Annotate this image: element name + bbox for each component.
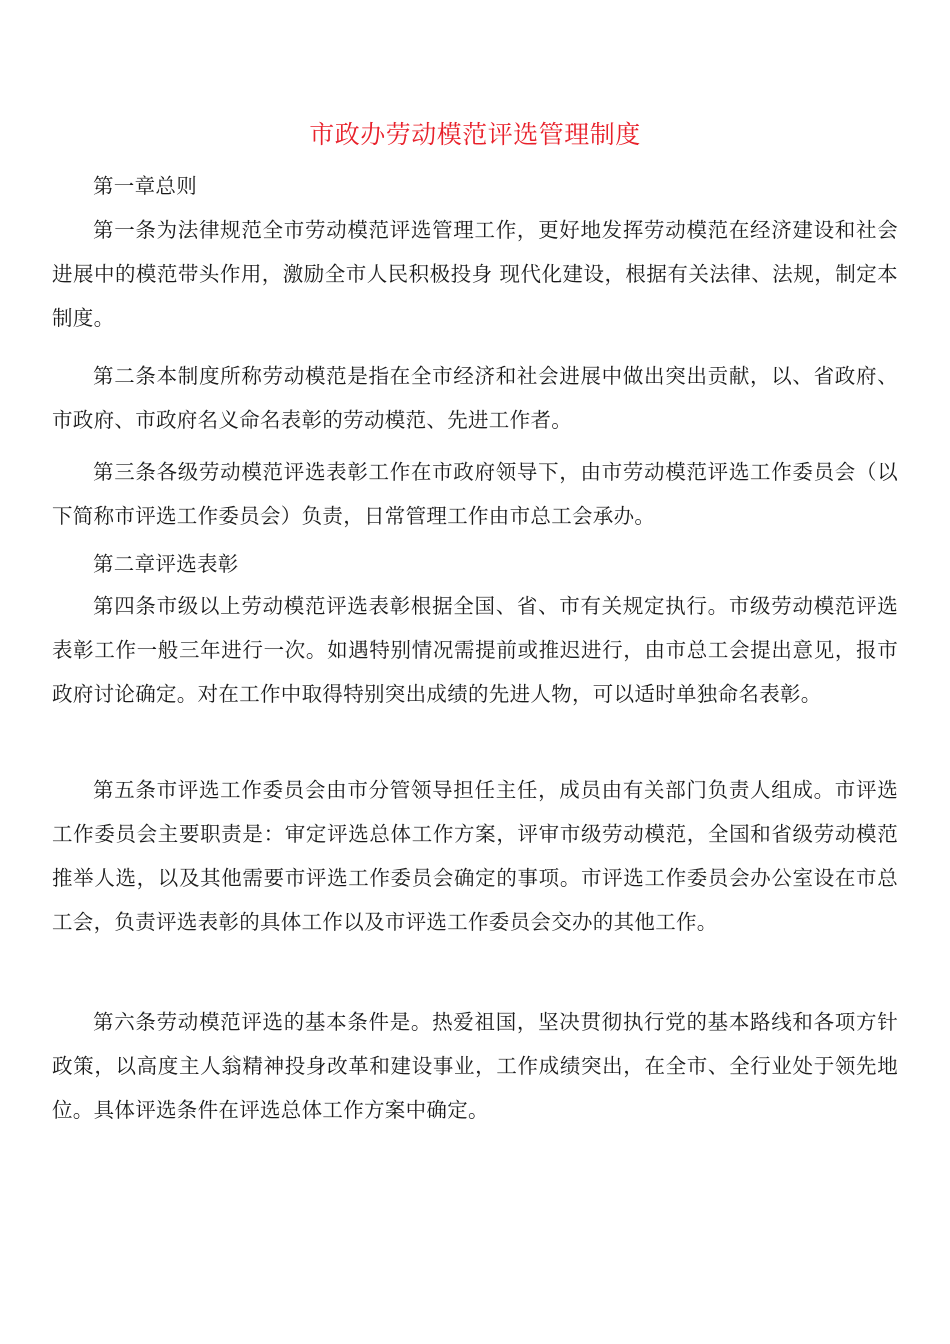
article-3: 第三条各级劳动模范评选表彰工作在市政府领导下，由市劳动模范评选工作委员会（以下简称市评选工作委员会）负责，日常管理工作由市总工会承办。 (52, 460, 898, 528)
article-2: 第二条本制度所称劳动模范是指在全市经济和社会进展中做出突出贡献，以、省政府、市政府、市政府名义命名表彰的劳动模范、先进工作者。 (52, 364, 898, 432)
article-5: 第五条市评选工作委员会由市分管领导担任主任，成员由有关部门负责人组成。市评选工作委员会主要职责是：审定评选总体工作方案，评审市级劳动模范，全国和省级劳动模范推举人选，以及其他需要市评选工作委员会确定的事项。市评选工作委员会办公室设在市总工会，负责评选表彰的具体工作以及市评选工作委员会交办的其他工作。 (52, 778, 898, 934)
article-6: 第六条劳动模范评选的基本条件是。热爱祖国，坚决贯彻执行党的基本路线和各项方针政策，以高度主人翁精神投身改革和建设事业，工作成绩突出，在全市、全行业处于领先地位。具体评选条件在评选总体工作方案中确定。 (52, 1010, 898, 1122)
article-1: 第一条为法律规范全市劳动模范评选管理工作，更好地发挥劳动模范在经济建设和社会进展中的模范带头作用，激励全市人民积极投身 现代化建设，根据有关法律、法规，制定本制度。 (52, 218, 898, 330)
article-4: 第四条市级以上劳动模范评选表彰根据全国、省、市有关规定执行。市级劳动模范评选表彰工作一般三年进行一次。如遇特别情况需提前或推迟进行，由市总工会提出意见，报市政府讨论确定。对在工作中取得特别突出成绩的先进人物，可以适时单独命名表彰。 (52, 594, 898, 706)
chapter-1-heading: 第一章总则 (93, 174, 197, 198)
chapter-2-heading: 第二章评选表彰 (93, 552, 239, 576)
document-title: 市政办劳动模范评选管理制度 (309, 120, 641, 149)
